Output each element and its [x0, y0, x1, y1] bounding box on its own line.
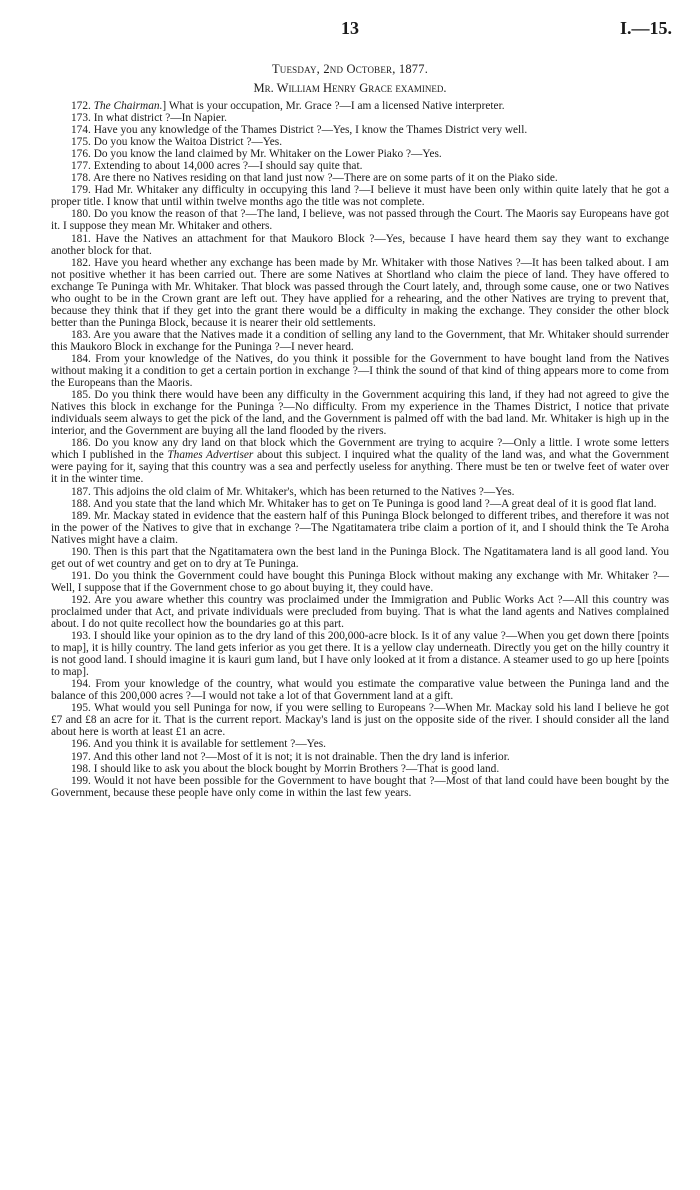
paragraph: [51, 353, 669, 389]
paragraph-number: 190.: [71, 545, 91, 558]
document-reference: I.—15.: [619, 18, 672, 38]
paragraph-number: 173.: [71, 112, 91, 125]
paragraph-text: From your knowledge of the country, what would you estimate the comparative value between the Puninga land and the balance of this 200,000 acres ?—I would not take a lot of that Government land at a gift.: [51, 678, 670, 703]
paragraph-number: 187.: [71, 485, 91, 498]
paragraph: [51, 738, 669, 750]
paragraph: [51, 751, 669, 763]
paragraph-text: This adjoins the old claim of Mr. Whitaker's, which has been returned to the Natives ?—Yes.: [93, 485, 515, 498]
paragraph-number: 192.: [71, 593, 91, 606]
paragraph: [51, 630, 669, 678]
paragraph: [51, 257, 669, 329]
paragraph-number: 174.: [71, 124, 91, 137]
paragraph: [51, 112, 669, 124]
paragraph-text: Are you aware that the Natives made it a condition of selling any land to the Government, that Mr. Whitaker should surrender this Maukoro Block in exchange for the Puninga ?—I never heard.: [51, 328, 669, 353]
paragraph-number: 175.: [71, 136, 91, 149]
paragraph: [51, 678, 669, 702]
paragraph: [51, 594, 669, 630]
speaker-italic: The Chairman.: [93, 100, 163, 112]
paragraph-number: 185.: [71, 389, 91, 402]
paragraph: [51, 775, 669, 799]
paragraph-number: 194.: [71, 678, 91, 691]
paragraph-number: 180.: [71, 208, 91, 221]
paragraph-number: 182.: [71, 256, 91, 269]
paragraph: [51, 389, 669, 437]
paragraph-text: Do you know the reason of that ?—The land, I believe, was not passed through the Court. The Maoris say Europeans have got it. I suppose they mean Mr. Whitaker and others.: [51, 208, 669, 233]
paragraph: [51, 148, 669, 160]
paragraph-number: 179.: [71, 184, 91, 197]
page-header: [0, 16, 700, 46]
paragraph: [51, 124, 669, 136]
paragraph: [51, 486, 669, 498]
paragraph: [51, 702, 669, 738]
paragraph: [51, 437, 669, 485]
paragraph-text: I should like your opinion as to the dry land of this 200,000-acre block. Is it of any value ?—When you get down there [points to map], it is hilly country. The land gets inferior as you get there. It is a yellow clay underneath. Directly you get on the hilly country it is not good land. I should imagine it is kauri gum land, but I have only looked at it from a distance. A steamer used to go up here [points to map].: [51, 630, 669, 679]
paragraph: [51, 570, 669, 594]
paragraph-number: 193.: [71, 630, 91, 643]
paragraph-text: Extending to about 14,000 acres ?—I should say quite that.: [93, 160, 363, 173]
paragraph-number: 172.: [71, 100, 91, 112]
paragraph-text: Mr. Mackay stated in evidence that the eastern half of this Puninga Block belonged to different tribes, and therefore it was not in the power of the Natives to give that in exchange ?—The Ngatitamatera tribe claim a portion of it, and I should think the Te Aroha Natives might have a claim.: [51, 509, 669, 546]
witness-heading: Mr. William Henry Grace examined.: [253, 81, 447, 95]
paragraph: [51, 160, 669, 172]
paragraph: [51, 233, 669, 257]
paragraph-text: And this other land not ?—Most of it is not; it is not drainable. Then the dry land is inferior.: [93, 750, 510, 763]
paragraph-number: 176.: [71, 148, 91, 161]
paragraph-text: about this subject. I inquired what the quality of the land was, and what the Government were paying for it, saying that this country was a sea and perfectly useless for anything. There must be ten or twelve feet of water over it in the winter time.: [51, 449, 669, 486]
paragraph-number: 191.: [71, 569, 91, 582]
paragraph-text: Then is this part that the Ngatitamatera own the best land in the Puninga Block. The Ngatitamatera land is all good land. You get out of wet country and get on to dry at Te Puninga.: [51, 545, 669, 570]
paragraph-text: ] What is your occupation, Mr. Grace ?—I am a licensed Native interpreter.: [162, 100, 505, 112]
paragraph: [51, 172, 669, 184]
page-number: 13: [341, 18, 359, 38]
paragraph-text: Have you heard whether any exchange has been made by Mr. Whitaker with those Natives ?—It has been talked about. I am not positive whether it has been carried out. There are some Natives at Shortland who claim the piece of land. They have offered to exchange Te Puninga with Mr. Whitaker. That block was passed through the Court lately, and, through some cause, one or two Natives who ought to be in the Crown grant are left out. They have applied for a rehearing, and the other Natives are trying to prevent that, because they think that if they get into the grant there would be a difficulty in making the exchange. They consider the other block better than the Puninga Block, because it is nearer their old settlements.: [51, 256, 669, 329]
paragraph-text: In what district ?—In Napier.: [93, 112, 227, 125]
paragraph: [51, 510, 669, 546]
paragraph: [51, 763, 669, 775]
paragraph-text: Do you think there would have been any difficulty in the Government acquiring this land, if they had not agreed to give the Natives this block in exchange for the Puninga ?—No difficulty. From my experience in the Thames District, I notice that private individuals seem always to get the pick of the land, and the Government is palmed off with the bad land. Mr. Whitaker is high up in the interior, and the Government are buying all the land flooded by the rivers.: [51, 389, 669, 438]
paragraph-number: 197.: [71, 750, 91, 763]
paragraph: [51, 184, 669, 208]
paragraph-text: What would you sell Puninga for now, if you were selling to Europeans ?—When Mr. Mackay sold his land I believe he got £7 and £8 an acre for it. That is the current report. Mackay's land is just on the opposite side of the river. I should consider all the land about here is worth at least £1 an acre.: [51, 702, 669, 739]
paragraph-number: 198.: [71, 762, 91, 775]
sitting-date: Tuesday, 2nd October, 1877.: [271, 62, 429, 76]
paragraph-text: Do you know any dry land on that block which the Government are trying to acquire ?—Only a little. I wrote some letters which I published in the: [51, 437, 669, 462]
paragraph-text: Do you think the Government could have bought this Puninga Block without making any exchange with Mr. Whitaker ?—Well, I suppose that if the Government chose to go about buying it, they could have.: [51, 569, 669, 594]
paragraph: [51, 498, 669, 510]
paragraph-number: 196.: [71, 738, 91, 751]
paragraph: [51, 329, 669, 353]
paragraph-number: 186.: [71, 437, 91, 450]
paragraph-number: 178.: [71, 172, 91, 185]
newspaper-title: Thames Advertiser: [167, 449, 254, 462]
paragraph-text: And you state that the land which Mr. Whitaker has to get on Te Puninga is good land ?—A great deal of it is good flat land.: [93, 497, 657, 510]
paragraph-text: Do you know the Waitoa District ?—Yes.: [93, 136, 283, 149]
paragraph-text: Are there no Natives residing on that land just now ?—There are on some parts of it on the Piako side.: [93, 172, 558, 185]
paragraph-number: 199.: [71, 774, 91, 787]
paragraph-text: Have you any knowledge of the Thames District ?—Yes, I know the Thames District very well.: [93, 124, 528, 137]
paragraph: [51, 100, 669, 112]
paragraph-text: Do you know the land claimed by Mr. Whitaker on the Lower Piako ?—Yes.: [93, 148, 442, 161]
paragraph-text: From your knowledge of the Natives, do you think it possible for the Government to have bought land from the Natives without making it a condition to get a certain portion in exchange ?—I think the sound of that kind of thing appears more to come from the Europeans than the Maoris.: [51, 352, 669, 390]
paragraph-text: Are you aware whether this country was proclaimed under the Immigration and Public Works Act ?—All this country was proclaimed under that Act, and private individuals were precluded from buying. That is what the land agents and Natives complained about. I do not quite recollect how the boundaries go at this part.: [51, 593, 669, 631]
paragraph-number: 195.: [71, 702, 91, 715]
paragraph: [51, 208, 669, 232]
paragraph-number: 188.: [71, 497, 91, 510]
paragraph-text: I should like to ask you about the block bought by Morrin Brothers ?—That is good land.: [93, 762, 500, 775]
paragraph-number: 177.: [71, 160, 91, 173]
paragraph: [51, 136, 669, 148]
paragraph-text: Would it not have been possible for the Government to have bought that ?—Most of that land could have been bought by the Government, because these people have only come in within the last few years.: [51, 774, 669, 799]
paragraph-number: 181.: [71, 232, 91, 245]
paragraph-text: Have the Natives an attachment for that Maukoro Block ?—Yes, because I have heard them say they want to exchange another block for that.: [51, 232, 670, 257]
paragraph-text: Had Mr. Whitaker any difficulty in occupying this land ?—I believe it must have been only within quite lately that he got a proper title. I know that until within twelve months ago the title was not complete.: [51, 184, 669, 209]
paragraph: [51, 546, 669, 570]
paragraph-text: And you think it is available for settlement ?—Yes.: [93, 738, 327, 751]
paragraph-number: 184.: [71, 352, 91, 365]
paragraph-number: 189.: [71, 509, 91, 522]
testimony-body: [51, 100, 669, 799]
paragraph-number: 183.: [71, 328, 91, 341]
